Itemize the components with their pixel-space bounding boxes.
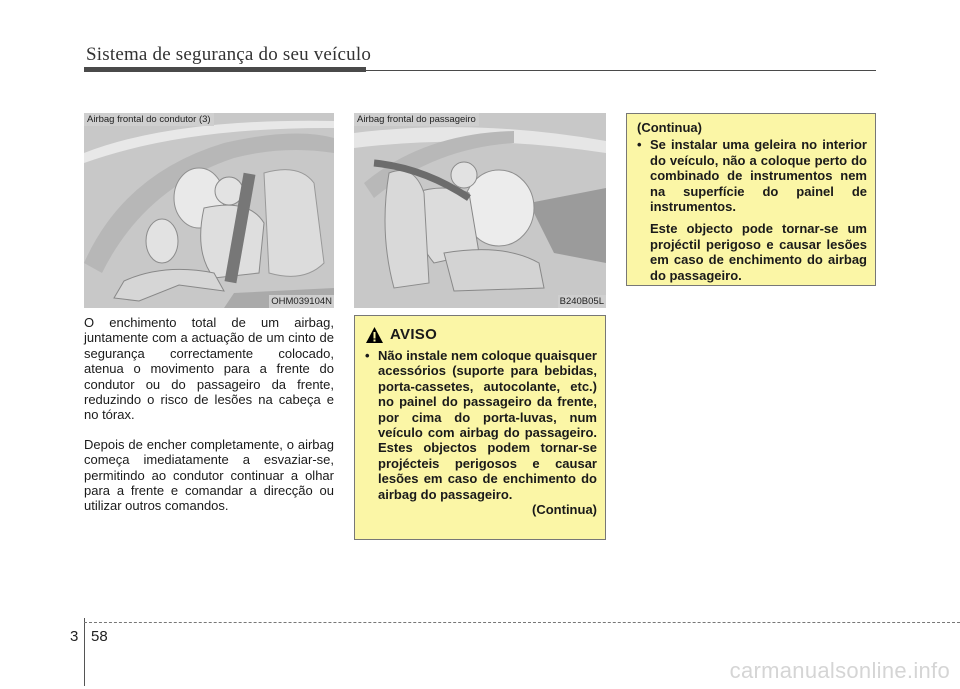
- warning-text: Não instale nem coloque quaisquer acessórios (suporte para bebidas, porta-cassetes, autocolante, etc.) no painel do passageiro da frente, por cima do porta-luvas, num veículo com airbag do passageiro. Estes objectos podem tornar-se projécteis perigosos e causar lesões em caso de enchimento do airbag do passageiro.: [378, 348, 597, 502]
- continuation-heading: (Continua): [637, 120, 702, 135]
- continued-label: (Continua): [532, 502, 597, 518]
- warning-bullet-item: [365, 348, 597, 502]
- page-number: 58: [91, 628, 108, 645]
- continuation-bullet-item: [637, 137, 867, 214]
- watermark: carmanualsonline.info: [729, 658, 950, 683]
- figure-passenger-airbag: [354, 113, 606, 308]
- figure-caption: Airbag frontal do condutor (3): [84, 113, 214, 126]
- figure-caption: Airbag frontal do passageiro: [354, 113, 479, 126]
- warning-title: AVISO: [390, 326, 438, 344]
- warning-continuation-box: [626, 113, 876, 286]
- header-rule-thick: [84, 67, 366, 72]
- continuation-text: Se instalar uma geleira no interior do veículo, não a coloque perto do combinado de instrumentos nem na superfície do painel de instrumentos.: [650, 137, 867, 215]
- header-rule-thin: [366, 70, 876, 71]
- figure-driver-airbag: [84, 113, 334, 308]
- body-text-column: [84, 315, 334, 528]
- warning-box: [354, 315, 606, 540]
- warning-triangle-icon: [365, 326, 384, 344]
- bullet-marker: •: [365, 348, 370, 363]
- warning-header: [365, 326, 597, 344]
- passenger-airbag-illustration: [354, 113, 606, 308]
- footer-vertical-rule: [84, 618, 85, 686]
- page-header-title: Sistema de segurança do seu veículo: [86, 44, 372, 65]
- footer-dashed-rule: [84, 622, 960, 623]
- driver-airbag-illustration: [84, 113, 334, 308]
- body-paragraph: Depois de encher completamente, o airbag começa imediatamente a esvaziar-se, permitindo ao condutor continuar a olhar para a frente e comandar a direcção ou utilizar outros comandos.: [84, 436, 334, 514]
- figure-code: OHM039104N: [271, 296, 332, 307]
- continuation-paragraph: Este objecto pode tornar-se um projéctil perigoso e causar lesões em caso de enchimento do airbag do passageiro.: [650, 221, 867, 283]
- body-paragraph: O enchimento total de um airbag, juntamente com a actuação de um cinto de segurança correctamente colocado, atenua o movimento para a frente do condutor ou do passageiro da frente, reduzindo o risco de lesões na cabeça e no tórax.: [84, 315, 334, 423]
- page-chapter-number: 3: [70, 628, 79, 645]
- bullet-marker: •: [637, 137, 642, 153]
- figure-code: B240B05L: [559, 296, 604, 307]
